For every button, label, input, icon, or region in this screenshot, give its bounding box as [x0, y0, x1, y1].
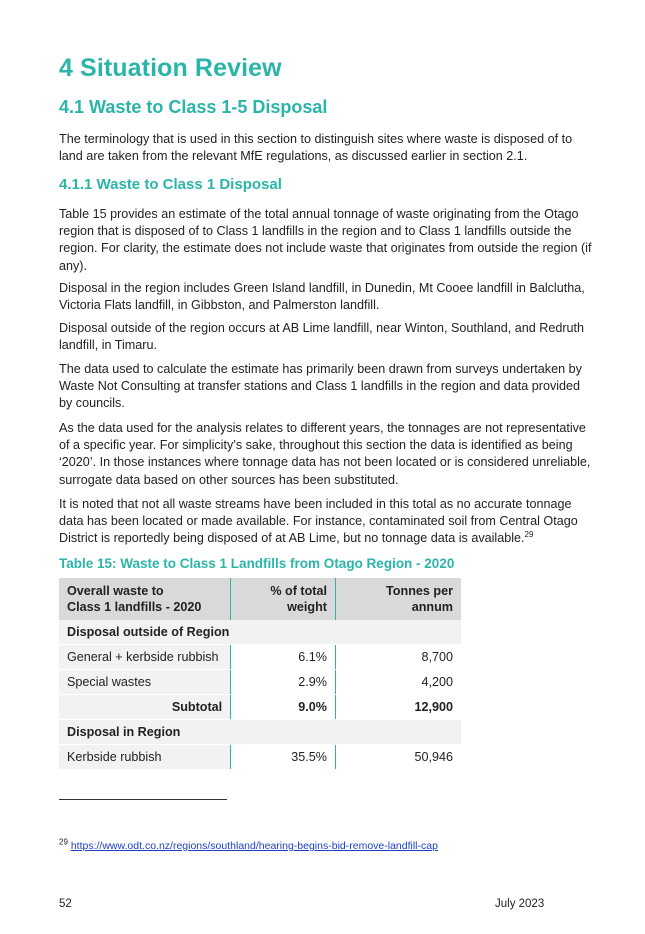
- subtotal-label: Subtotal: [59, 695, 231, 720]
- row-tonnes: 4,200: [335, 670, 461, 695]
- paragraph-data-years: As the data used for the analysis relates to different years, the tonnages are not representative of a specific year. For simplicity’s sake, throughout this section the data is identified as being ‘2020’. In those instances where tonnage data has not been located or is considered unreliable, surrogate data based on other sources has been substituted.: [59, 421, 591, 487]
- paragraph-waste-streams: [59, 496, 594, 548]
- table-caption: Table 15: Waste to Class 1 Landfills from Otago Region - 2020: [59, 556, 455, 571]
- paragraph-table-intro: Table 15 provides an estimate of the total annual tonnage of waste originating from the Otago region that is disposed of to Class 1 landfills in the region and to Class 1 landfills outside the region. For clarity, the estimate does not include waste that originates from outside the region (if any).: [59, 207, 592, 273]
- paragraph-disposal-in-region: Disposal in the region includes Green Island landfill, in Dunedin, Mt Cooee landfill in Balclutha, Victoria Flats landfill, in Gibbston, and Palmerston landfill.: [59, 281, 585, 313]
- paragraph-waste-streams-text: It is noted that not all waste streams have been included in this total as no accurate tonnage data has been located or made available. For instance, contaminated soil from Central Otago District is reportedly being disposed of at AB Lime, but no tonnage data is available.: [59, 497, 578, 546]
- waste-table: [59, 578, 461, 770]
- header-overall-waste-line2: Class 1 landfills - 2020: [67, 600, 202, 614]
- footnote-link[interactable]: https://www.odt.co.nz/regions/southland/hearing-begins-bid-remove-landfill-cap: [70, 840, 438, 852]
- row-percent: 35.5%: [231, 745, 336, 770]
- paragraph-disposal-outside-region: Disposal outside of the region occurs at AB Lime landfill, near Winton, Southland, and Redruth landfill, in Timaru.: [59, 321, 585, 353]
- footnote: [59, 837, 438, 852]
- header-tonnes: Tonnes per annum: [335, 578, 461, 620]
- header-percent-line2: weight: [287, 600, 327, 614]
- paragraph-terminology: The terminology that is used in this section to distinguish sites where waste is disposed of to land are taken from the relevant MfE regulations, as discussed earlier in section 2.1.: [59, 132, 573, 164]
- header-overall-waste-line1: Overall waste to: [67, 584, 164, 598]
- subtotal-percent: 9.0%: [231, 695, 336, 720]
- row-percent: 2.9%: [231, 670, 336, 695]
- table-row: [59, 645, 461, 670]
- subtotal-tonnes: 12,900: [335, 695, 461, 720]
- table-header-row: [59, 578, 461, 620]
- row-tonnes: 50,946: [335, 745, 461, 770]
- section-outside-region: Disposal outside of Region: [59, 620, 461, 645]
- header-overall-waste: [59, 578, 231, 620]
- row-tonnes: 8,700: [335, 645, 461, 670]
- row-label: Kerbside rubbish: [59, 745, 231, 770]
- paragraph-data-sources: The data used to calculate the estimate has primarily been drawn from surveys undertaken by Waste Not Consulting at transfer stations and Class 1 landfills in the region and data provided by councils.: [59, 362, 582, 411]
- header-percent-line1: % of total: [270, 584, 327, 598]
- table-subtotal-row: [59, 695, 461, 720]
- page-number: 52: [59, 898, 72, 910]
- table-row: [59, 745, 461, 770]
- footer-date: July 2023: [495, 898, 545, 910]
- chapter-heading: 4 Situation Review: [59, 54, 282, 82]
- footnote-number: 29: [59, 837, 68, 847]
- row-label: General + kerbside rubbish: [59, 645, 231, 670]
- row-percent: 6.1%: [231, 645, 336, 670]
- footnote-reference: 29: [524, 530, 534, 540]
- section-in-region: Disposal in Region: [59, 720, 461, 745]
- section-heading: 4.1 Waste to Class 1-5 Disposal: [59, 97, 328, 117]
- header-percent: [231, 578, 336, 620]
- table-row: [59, 670, 461, 695]
- row-label: Special wastes: [59, 670, 231, 695]
- table-section-row: [59, 620, 461, 645]
- table-section-row: [59, 720, 461, 745]
- subsection-heading: 4.1.1 Waste to Class 1 Disposal: [59, 176, 282, 193]
- footnote-divider: [59, 799, 227, 800]
